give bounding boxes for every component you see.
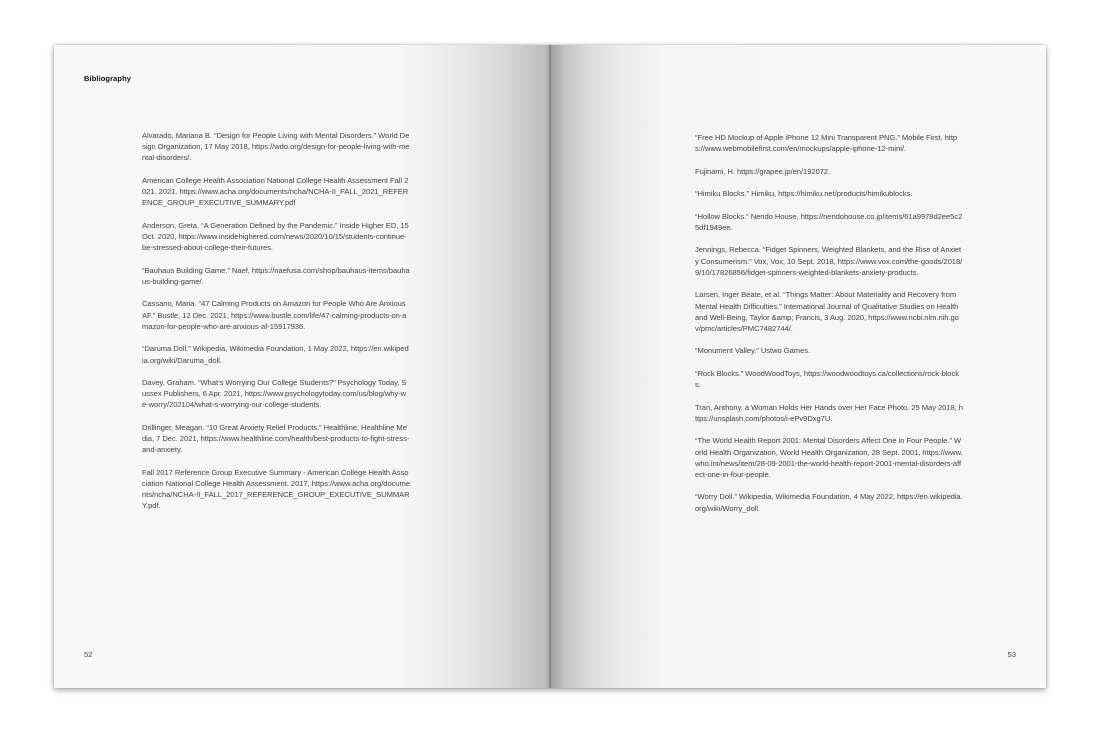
bibliography-list-right: [695, 132, 963, 525]
bibliography-entry: Larsen, Inger Beate, et al. “Things Matter: About Materiality and Recovery from Mental Health Difficulties.” International Journal of Qualitative Studies on Health and Well-Being, Taylor &amp; Francis, 3 Aug. 2020, https://www.ncbi.nlm.nih.gov/pmc/articles/PMC7482744/.: [695, 290, 959, 333]
bibliography-entry: Jennings, Rebecca. “Fidget Spinners, Weighted Blankets, and the Rise of Anxiety Consumerism.” Vox, Vox, 10 Sept. 2018, https://www.vox.com/the-goods/2018/9/10/17826856/fidget-spinners-weighted-blankets-anxiety-products.: [695, 245, 963, 277]
bibliography-entry: “Rock Blocks.” WoodWoodToys, https://woodwoodtoys.ca/collections/rock-blocks.: [695, 368, 959, 390]
book-spread: [54, 45, 1046, 688]
bibliography-entry: Davey, Graham. “What’s Worrying Our College Students?” Psychology Today, Sussex Publishers, 6 Apr. 2021, https://www.psychologytoday.com/us/blog/why-we-worry/202104/what-s-worrying-our-college-students.: [142, 378, 407, 410]
bibliography-entry: “Bauhaus Building Game.” Naef, https://naefusa.com/shop/bauhaus-items/bauhaus-building-game/.: [142, 265, 410, 286]
bibliography-entry: “Monument Valley.” Ustwo Games.: [695, 346, 811, 356]
bibliography-entry: “Worry Doll.” Wikipedia, Wikimedia Foundation, 4 May 2022, https://en.wikipedia.org/wiki/Worry_doll.: [695, 492, 963, 513]
bibliography-entry: Alvarado, Mariana B. “Design for People Living with Mental Disorders.” World Design Organization, 17 May 2018, https://wdo.org/design-for-people-living-with-mental-disorders/.: [142, 131, 410, 163]
page-number: 53: [1007, 650, 1016, 659]
right-page: [550, 45, 1046, 688]
bibliography-entry: “Hollow Blocks.” Nendo House, https://nendohouse.co.jp/items/61a9978d2ee5c25df1949ee.: [695, 211, 963, 232]
bibliography-entry: Tran, Anthony. a Woman Holds Her Hands over Her Face Photo. 25 May 2018, https://unsplash.com/photos/i-ePv9Dxg7U.: [695, 402, 963, 423]
bibliography-entry: Fall 2017 Reference Group Executive Summary - American College Health Association National College Health Assessment. 2017, https://www.acha.org/documents/ncha/NCHA-II_FALL_2017_REFERENCE_GROUP_EXECUTIVE_SUMMARY.pdf.: [142, 467, 410, 511]
running-head: Bibliography: [84, 74, 132, 83]
bibliography-entry: Cassano, Maria. “47 Calming Products on Amazon for People Who Are Anxious AF.” Bustle, 12 Dec. 2021, https://www.bustle.com/life/47-calming-products-on-amazon-for-people-who-are-anxious-af-15917936.: [142, 299, 407, 331]
bibliography-entry: “Daruma Doll.” Wikipedia, Wikimedia Foundation, 1 May 2022, https://en.wikipedia.org/wiki/Daruma_doll.: [142, 344, 409, 365]
bibliography-entry: Drillinger, Meagan. “10 Great Anxiety Relief Products.” Healthline, Healthline Media, 7 Dec. 2021, https://www.healthline.com/health/best-products-to-fight-stress-and-anxiety.: [142, 422, 410, 455]
page-number: 52: [84, 650, 93, 659]
bibliography-entry: Fujinami, H. https://grapee.jp/en/192072.: [695, 166, 831, 176]
bibliography-entry: “The World Health Report 2001: Mental Disorders Affect One in Four People.” World Health Organization, World Health Organization, 28 Sept. 2001, https://www.who.int/news/item/28-09-2001-the-world-health-report-2001-mental-disorders-affect-one-in-four-people.: [695, 436, 963, 479]
bibliography-entry: Anderson, Greta. “A Generation Defined by the Pandemic.” Inside Higher ED, 15 Oct. 2020, https://www.insidehighered.com/news/2020/10/15/students-continue-be-stressed-about-college-their-futures.: [142, 220, 409, 253]
spine-gutter: [549, 45, 551, 688]
bibliography-list-left: [142, 130, 410, 523]
bibliography-entry: “Free HD Mockup of Apple iPhone 12 Mini Transparent PNG.” Mobile First, https://www.webmobilefirst.com/en/mockups/apple-iphone-12-mini/.: [695, 133, 958, 154]
left-page: [54, 45, 550, 688]
bibliography-entry: “Himiku Blocks.” Himiku, https://himiku.net/products/himikublocks.: [695, 189, 913, 199]
bibliography-entry: American College Health Association National College Health Assessment Fall 2021. 2021. https://www.acha.org/documents/ncha/NCHA-II_FALL_2021_REFERENCE_GROUP_EXECUTIVE_SUMMARY.pdf: [142, 175, 409, 208]
